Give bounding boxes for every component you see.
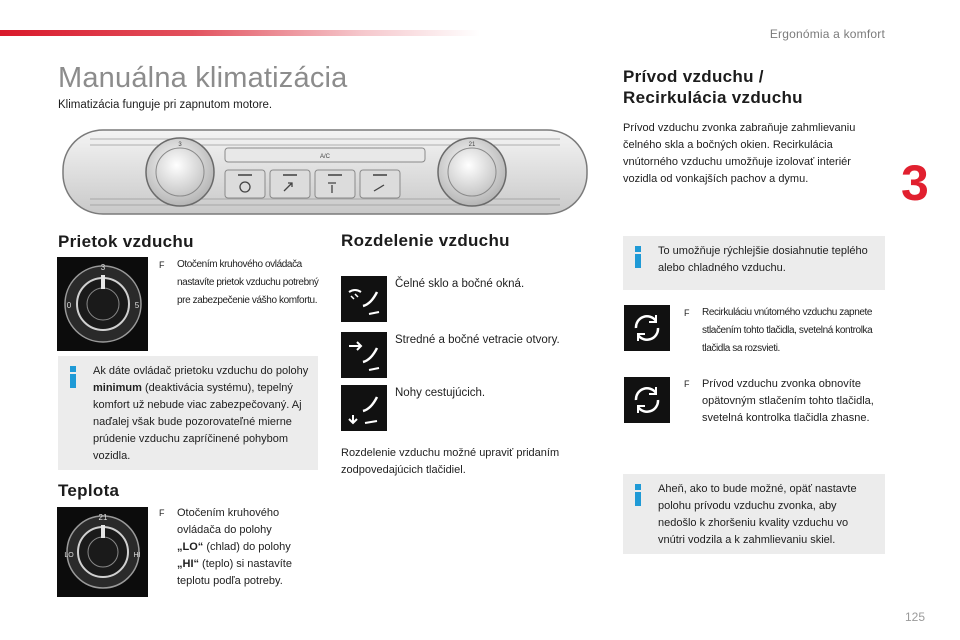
windshield-mode-icon — [341, 276, 387, 322]
info-icon — [634, 484, 642, 506]
airflow-heading: Prietok vzduchu — [58, 232, 194, 251]
fan-dial-label-top: 3 — [100, 263, 106, 272]
bullet-mark: F — [159, 260, 165, 270]
temperature-dial-image — [57, 507, 148, 597]
recirculation-bullet: F Recirkuláciu vnútorného vzduchu zapnete stlačením tohto tlačidla, svetelná kontrolka tlačidla sa rozsvieti. — [684, 304, 886, 358]
distribution-footer-text: Rozdelenie vzduchu možné upraviť pridaním zodpovedajúcich tlačidiel. — [341, 447, 560, 476]
fan-dial-label-right: 5 — [134, 301, 140, 310]
intake-paragraph: Prívod vzduchu zvonka zabraňuje zahmlievaniu čelného skla a bočných okien. Recirkulácia vnútorného vzduchu umožňuje izolovať interiér vozidla od vonkajších pachov a dymu. — [623, 122, 856, 185]
page-title: Manuálna klimatizácia — [58, 62, 348, 94]
intake-info-box-top: To umožňuje rýchlejšie dosiahnutie teplého alebo chladného vzduchu. — [623, 236, 885, 290]
fan-dial-top-label: 3 — [178, 142, 182, 148]
distribution-feet-text: Nohy cestujúcich. — [395, 387, 486, 399]
foot-mode-icon — [341, 385, 387, 431]
chapter-number: 3 — [901, 155, 929, 211]
info-icon — [69, 366, 77, 388]
distribution-vents-text: Stredné a bočné vetracie otvory. — [395, 334, 560, 346]
climate-control-panel-image — [60, 125, 590, 220]
intro-text: Klimatizácia funguje pri zapnutom motore. — [58, 99, 273, 111]
distribution-windshield-text: Čelné sklo a bočné okná. — [395, 278, 525, 290]
section-title: Ergonómia a komfort — [769, 27, 885, 41]
info-icon — [634, 246, 642, 268]
temp-dial-label-hi: HI — [133, 552, 141, 559]
bullet-mark: F — [684, 308, 690, 318]
temperature-heading: Teplota — [58, 481, 120, 500]
intake-info-box-bottom: Aheň, ako to bude možné, opäť nastavte polohu prívodu vzduchu zvonka, aby nedošlo k zhoršeniu kvality vzduchu vo vnútri vodzila a k zahmlievaniu skiel. — [623, 474, 885, 554]
bullet-mark: F — [159, 508, 165, 518]
recirculation-button-icon — [624, 305, 670, 351]
page-number: 125 — [904, 610, 925, 624]
distribution-heading: Rozdelenie vzduchu — [341, 231, 510, 250]
fresh-air-button-icon — [624, 377, 670, 423]
face-vents-mode-icon — [341, 332, 387, 378]
airflow-bullet: F Otočením kruhového ovládača nastavíte prietok vzduchu potrebný pre zabezpečenie vášho komfortu. — [159, 256, 321, 310]
temp-dial-label-lo: LO — [64, 552, 74, 559]
airflow-info-box: Ak dáte ovládač prietoku vzduchu do polohy minimum (deaktivácia systému), tepelný komfort už nebude viac zabezpečovaný. Aj naďalej však bude pozorovateľné mierne prúdenie vzduchu zapríčinené pohybom vozidla. — [58, 356, 318, 470]
header-accent-bar — [0, 30, 480, 36]
bullet-mark: F — [684, 379, 690, 389]
temp-dial-top-label: 21 — [468, 142, 476, 148]
fresh-air-bullet: F Prívod vzduchu zvonka obnovíte opätovným stlačením tohto tlačidla, svetelná kontrolka tlačidla zhasne. — [684, 378, 874, 424]
temp-dial-label-top: 21 — [98, 513, 108, 522]
fan-dial-label-left: 0 — [66, 301, 72, 310]
fan-speed-dial-image — [57, 257, 148, 351]
ac-button-label: A/C — [319, 154, 331, 160]
intake-heading: Prívod vzduchu / Recirkulácia vzduchu — [623, 67, 803, 107]
temperature-bullet: F Otočením kruhového ovládača do polohy „LO“ (chlad) do polohy „HI“ (teplo) si nastavíte teplotu podľa potreby. — [159, 507, 292, 587]
